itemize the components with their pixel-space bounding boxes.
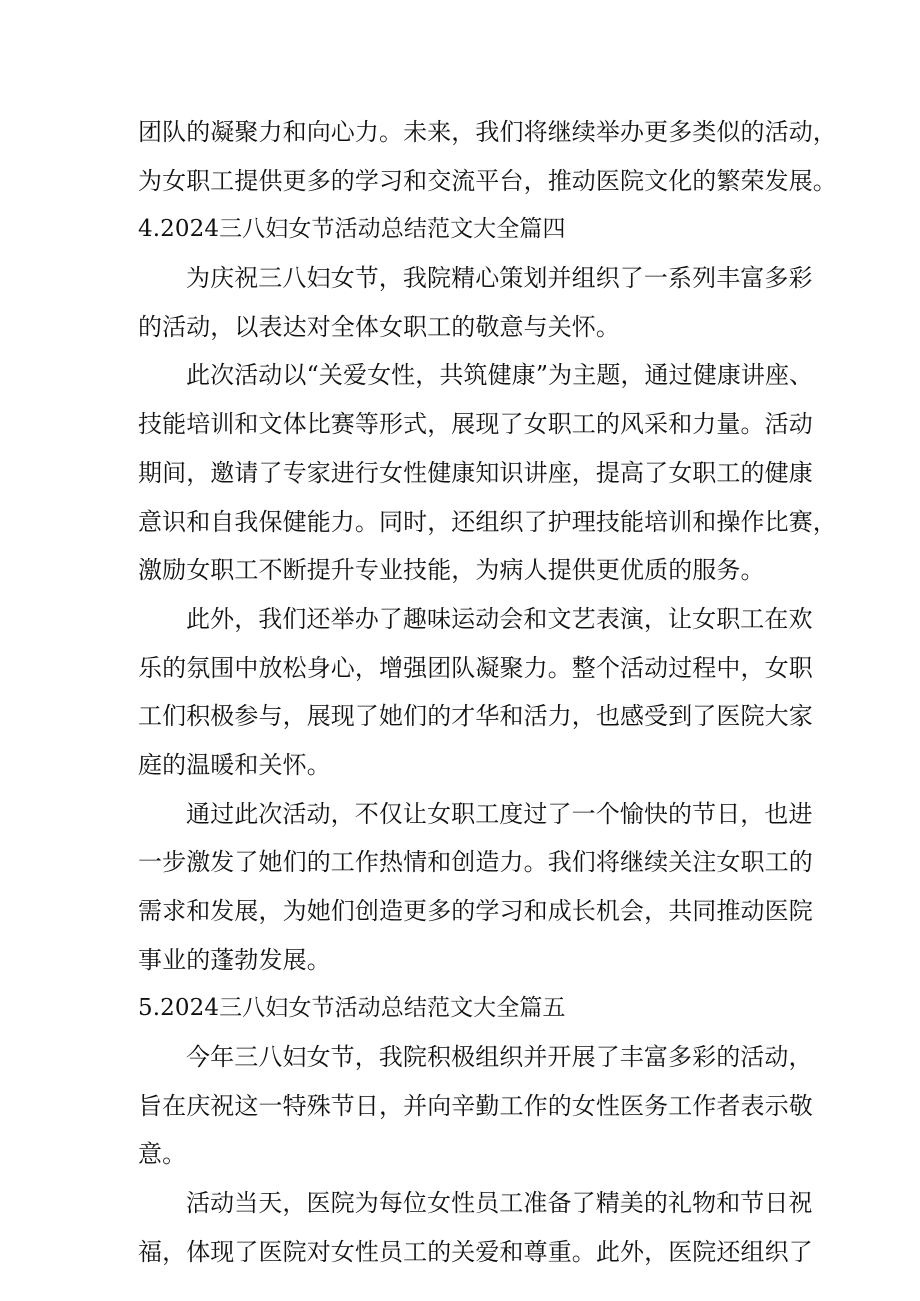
text-line: 活动当天，医院为每位女性员工准备了精美的礼物和节日祝 bbox=[186, 1189, 813, 1218]
text-line: 意识和自我保健能力。同时，还组织了护理技能培训和操作比赛， bbox=[138, 507, 837, 536]
text-line: 期间，邀请了专家进行女性健康知识讲座，提高了女职工的健康 bbox=[138, 458, 813, 487]
text-line: 旨在庆祝这一特殊节日，并向辛勤工作的女性医务工作者表示敬 bbox=[138, 1091, 813, 1120]
section-heading: 5.2024三八妇女节活动总结范文大全篇五 bbox=[138, 995, 566, 1022]
text-line: 事业的蓬勃发展。 bbox=[138, 945, 331, 974]
document-body bbox=[138, 108, 837, 1277]
text-line: 为庆祝三八妇女节，我院精心策划并组织了一系列丰富多彩 bbox=[186, 264, 813, 293]
section-heading: 4.2024三八妇女节活动总结范文大全篇四 bbox=[138, 216, 566, 243]
text-line: 需求和发展，为她们创造更多的学习和成长机会，共同推动医院 bbox=[138, 897, 813, 925]
text-line: 为女职工提供更多的学习和交流平台，推动医院文化的繁荣发展。 bbox=[138, 166, 837, 195]
text-line: 乐的氛围中放松身心，增强团队凝聚力。整个活动过程中，女职 bbox=[138, 653, 813, 682]
text-line: 一步激发了她们的工作热情和创造力。我们将继续关注女职工的 bbox=[138, 848, 813, 877]
text-line: 的活动，以表达对全体女职工的敬意与关怀。 bbox=[138, 312, 620, 341]
text-line: 福，体现了医院对女性员工的关爱和尊重。此外，医院还组织了 bbox=[138, 1237, 813, 1266]
text-line: 激励女职工不断提升专业技能，为病人提供更优质的服务。 bbox=[138, 556, 765, 585]
text-line: 今年三八妇女节，我院积极组织并开展了丰富多彩的活动， bbox=[186, 1043, 813, 1072]
text-line: 技能培训和文体比赛等形式，展现了女职工的风采和力量。活动 bbox=[138, 410, 813, 439]
text-line: 工们积极参与，展现了她们的才华和活力，也感受到了医院大家 bbox=[138, 702, 813, 731]
text-line: 此外，我们还举办了趣味运动会和文艺表演，让女职工在欢 bbox=[186, 604, 813, 633]
text-line: 团队的凝聚力和向心力。未来，我们将继续举办更多类似的活动， bbox=[138, 118, 837, 146]
text-line: 意。 bbox=[138, 1140, 187, 1169]
text-line: 庭的温暖和关怀。 bbox=[138, 750, 331, 779]
text-line: 此次活动以“关爱女性，共筑健康”为主题，通过健康讲座、 bbox=[186, 361, 814, 390]
text-line: 通过此次活动，不仅让女职工度过了一个愉快的节日，也进 bbox=[186, 799, 813, 828]
